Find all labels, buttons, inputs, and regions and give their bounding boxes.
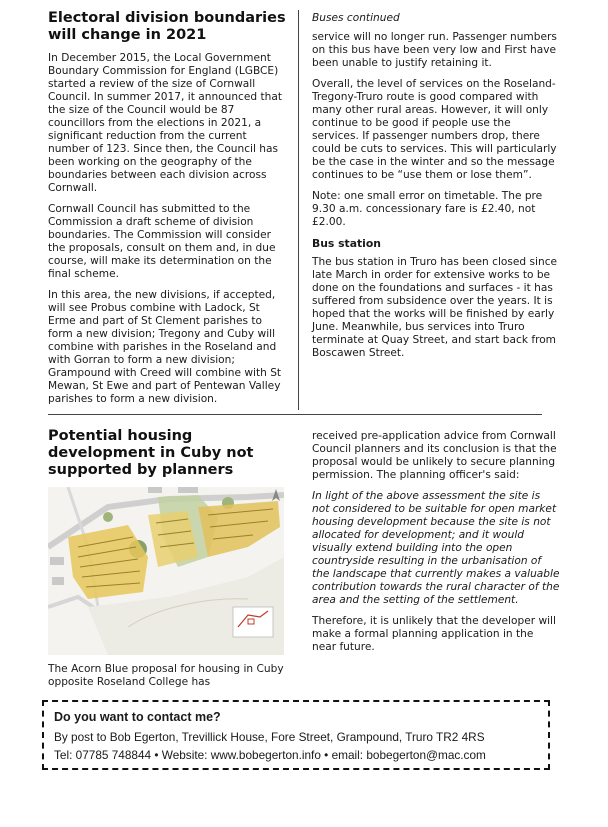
buses-continued-label: Buses continued (312, 12, 400, 24)
column-divider (298, 10, 299, 410)
contact-box (42, 700, 550, 770)
electoral-paragraph: Cornwall Council has submitted to the Commission a draft scheme of division boundaries. The Commission will consider the proposals, consult on them and, in due course, will make its determination on the final scheme. (48, 203, 276, 280)
bus-station-paragraph: The bus station in Truro has been closed since late March in order for extensive works to be done on the foundations and surfaces - it has suffered from subsidence over the years. It is hoped that the works will be finished by early June. Meanwhile, bus services into Truro terminate at Quay Street, and start back from Boscawen Street. (312, 256, 558, 359)
buses-paragraph: Note: one small error on timetable. The pre 9.30 a.m. concessionary fare is £2.40, not £2.00. (312, 190, 543, 228)
housing-caption: The Acorn Blue proposal for housing in Cuby opposite Roseland College has (48, 663, 284, 688)
electoral-paragraph: In this area, the new divisions, if accepted, will see Probus combine with Ladock, St Erme and part of St Clement parishes to form a new division; Tregony and Cuby will combine with parishes in the Roseland and with Gorran to form a new division; Grampound with Creed will combine with St Mewan, St Ewe and part of Pentewan Valley parishes to form a new division. (48, 289, 282, 405)
housing-article-left (48, 428, 288, 697)
bus-station-heading: Bus station (312, 237, 381, 250)
contact-title: Do you want to contact me? (54, 710, 221, 724)
site-plan-image (48, 487, 284, 655)
electoral-paragraph: In December 2015, the Local Government Boundary Commission for England (LGBCE) started a review of the size of Cornwall Council. In summer 2017, it announced that the size of the Council would be 87 councillors from the elections in 2021, a significant reduction from the current number of 123. Since then, the Council has been working on the geography of the boundaries between each division across Cornwall. (48, 52, 283, 194)
electoral-headline: Electoral division boundaries will change in 2021 (48, 10, 286, 43)
housing-article-right (312, 430, 560, 662)
planning-officer-quote: In light of the above assessment the site is not considered to be suitable for open market housing development because the site is not allocated for development; and it would visually extend building into the open countryside resulting in the urbanisation of the landscape that currently makes a valuable contribution towards the rural character of the area and the setting of the settlement. (312, 490, 560, 606)
housing-conclusion: Therefore, it is unlikely that the developer will make a formal planning application in the near future. (312, 615, 556, 653)
buses-article (312, 12, 560, 368)
buses-paragraph: service will no longer run. Passenger numbers on this bus have been very low and First have been unable to justify retaining it. (312, 31, 557, 69)
contact-post: By post to Bob Egerton, Trevillick House, Fore Street, Grampound, Truro TR2 4RS (54, 730, 485, 744)
section-divider (48, 414, 542, 415)
housing-headline: Potential housing development in Cuby not supported by planners (48, 428, 254, 478)
housing-intro: received pre-application advice from Cornwall Council planners and its conclusion is that the proposal would be unlikely to secure planning permission. The planning officer's said: (312, 430, 557, 481)
electoral-article (48, 10, 288, 414)
contact-tel-web-email: Tel: 07785 748844 • Website: www.bobegerton.info • email: bobegerton@mac.com (54, 748, 486, 762)
buses-paragraph: Overall, the level of services on the Roseland-Tregony-Truro route is good compared with many other rural areas. However, it will only continue to be good if people use the services. If passenger numbers drop, there could be cuts to services. This will particularly be the case in the winter and so the message continues to be “use them or lose them”. (312, 78, 557, 181)
